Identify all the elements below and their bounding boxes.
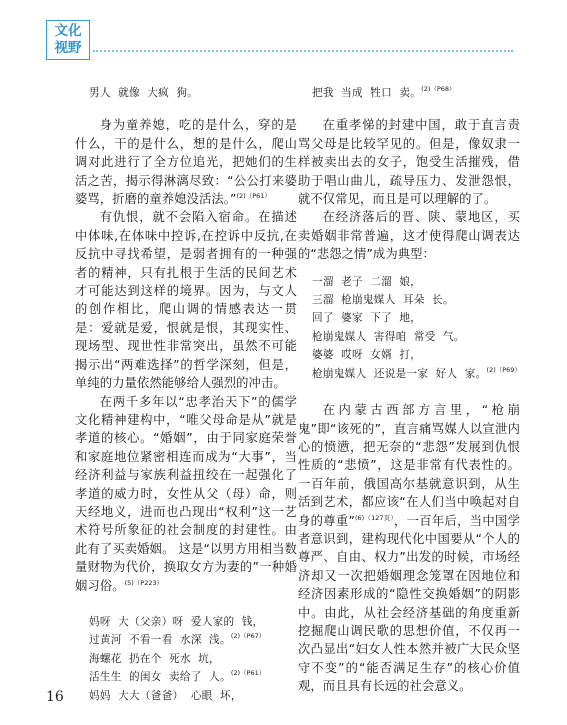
left-column [75, 84, 297, 705]
verse-line: 活生生 的闺女 卖给了 人。$^{(2)(P61)}$ [89, 669, 266, 684]
page-number: 16 [46, 689, 64, 705]
paragraph: 在两千多年以“忠孝治天下”的儒学文化精神建构中，“唯父母命是从”就是孝道的核心。“婚姻”，由于同家庭荣誉和家庭地位紧密相连而成为“大事”，当经济利益与家族利益扭绞在一起强化了孝道的威力时，女性从父（母）命，则天经地义，进而也凸现出“权利”这一艺术符号所象征的社会制度的封建性。由此有了买卖婚姻。 这是“以男方用相当数量财物为代价，换取女方为妻的”一种婚姻习俗。$^{(5)(P223)}$ [75, 394, 297, 593]
verse-line: 把我 当成 牲口 卖。$^{(2)(P68)}$ [312, 85, 456, 99]
paragraph: 身为童养媳，吃的是什么，穿的是什么，干的是什么，想的是什么，爬山调对此进行了全方位追光，把她们的生活之苦，揭示得淋漓尽致：“公公打来婆婆骂，折磨的童养媳没活法。”$^{(2)(P61)}$ [75, 118, 297, 207]
footnote-ref: (2)（P67） [230, 632, 266, 641]
header-dotted-rule [93, 50, 513, 52]
right-column [298, 84, 520, 696]
verse-line: 三溜 枪崩鬼媒人 耳朵 长。 [312, 294, 454, 307]
section-header-line2: 视野 [54, 40, 82, 56]
paragraph: 在重孝悌的封建中国，敢于直言责骂父母是比较罕见的。但是，像奴隶一样被卖出去的女子，饱受生活摧残，借助于唱山曲儿，疏导压力、发泄怨恨，就不仅常见，而且是可以理解的了。 [298, 118, 520, 207]
footnote-ref: (2)（P61） [236, 192, 271, 201]
verse-line: 过黄河 不看一看 水深 浅。$^{(2)(P67)}$ [89, 632, 266, 647]
verse-line: 枪崩鬼媒人 害得咱 常受 气。 [312, 330, 465, 343]
verse-line: 枪崩鬼媒人 还说是一家 好人 家。$^{(2)(P69)}$ [312, 365, 521, 380]
footnote-ref: (6)（127页） [354, 513, 394, 522]
section-header-box [46, 20, 90, 60]
footnote-ref: (5)（P223） [124, 578, 164, 587]
verse-line: 妈妈 大大（爸爸） 心眼 坏， [89, 689, 242, 702]
paragraph: 在内蒙古西部方言里，“枪崩鬼”即“该死的”，直言痛骂媒人以宣泄内心的愤懑，把无奈的“悲怨”发展到仇恨性质的“悲愤”，这是非常有代表性的。一百年前，俄国高尔基就意识到，从生活到艺术，都应该“在人们当中唤起对自身的尊重”$^{(6)(127页)}$，一百年后，当中国学者意识到，建构现代化中国要从“个人的尊严、自由、权力”出发的时候，市场经济却又一次把婚姻理念笼罩在因地位和经济因素形成的“隐性交换婚姻”的阴影中。由此，从社会经济基础的角度重新挖掘爬山调民歌的思想价值，不仅再一次凸显出“妇女人性本然并被广大民众坚守不变”的“能否满足生存”的核心价值观，而且具有长远的社会意义。 [298, 403, 520, 694]
verse-line: 男人 就像 大疯 狗。 [89, 87, 199, 99]
section-header-line1: 文化 [54, 23, 82, 39]
footnote-ref: (2)（P69） [486, 365, 521, 374]
paragraph: 有仇恨，就不会陷入宿命。在描述中体味,在体味中控诉,在控诉中反抗,在反抗中寻找希望，是弱者拥有的一种强者的精神，只有扎根于生活的民间艺术才可能达到这样的境界。因为，与文人的创作相比，爬山调的情感表达一贯是：爱就是爱，恨就是恨，其现实性、现场型、现世性非常突出，虽然不可能揭示出“两难选择”的哲学深刻，但是，单纯的力量依然能够给人强烈的冲击。 [75, 210, 297, 391]
verse-line: 海螺花 扔在个 死水 坑， [89, 652, 220, 665]
verse-line: 一溜 老子 二溜 娘， [312, 275, 422, 288]
verse-line: 回了 婆家 下了 地， [312, 312, 422, 325]
verse-line: 婆婆 哎呀 女婿 打， [312, 349, 422, 362]
verse-line: 妈呀 大（父亲）呀 爱人家的 钱， [89, 615, 264, 628]
footnote-ref: (2)（P61） [230, 669, 266, 678]
paragraph: 在经济落后的晋、陕、蒙地区，买卖婚姻非常普遍，这才使得爬山调表达的“悲怨之情”成为典型： [298, 210, 520, 262]
footnote-ref: (2)（P68） [421, 85, 456, 93]
